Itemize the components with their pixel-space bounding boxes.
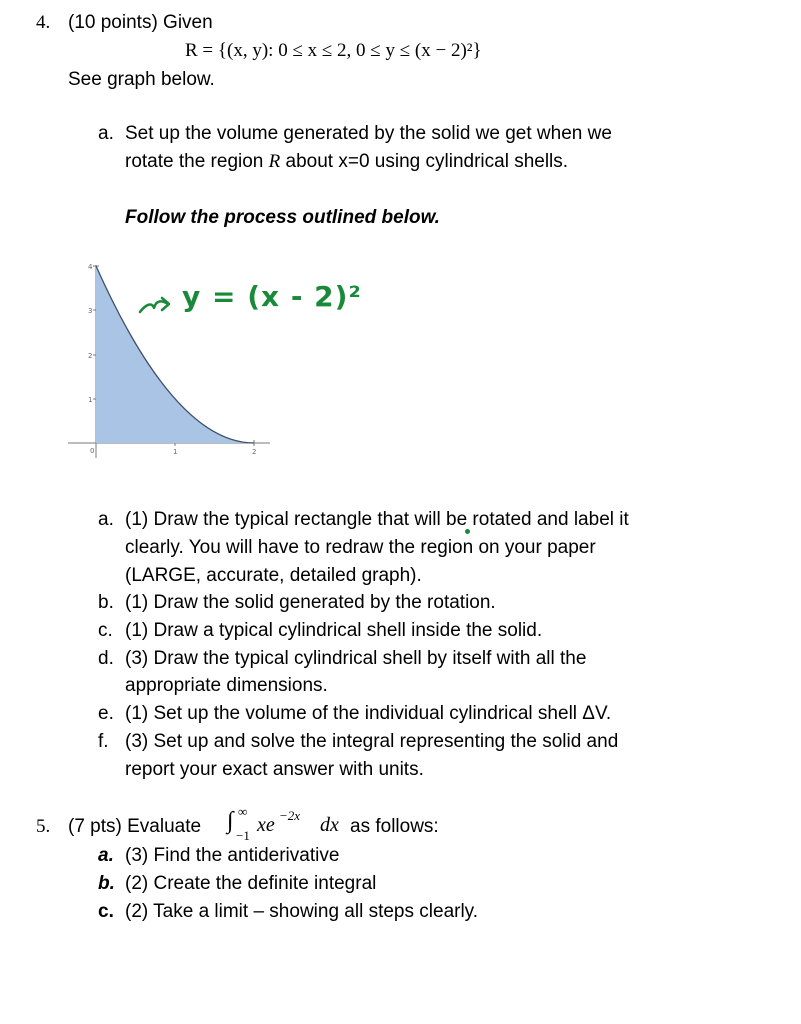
q4-follow-instruction: Follow the process outlined below. [125,207,440,228]
squiggle-arrow-icon [138,292,172,316]
q5-part-b-text: (2) Create the definite integral [125,873,377,894]
q4-see-graph: See graph below. [68,69,215,90]
step-a-letter: a. [98,509,114,530]
q5-part-c-text: (2) Take a limit – showing all steps clearly. [125,901,479,922]
step-a-line3: (LARGE, accurate, detailed graph). [125,565,422,586]
curve-equation-annotation: y = (x - 2)² [182,280,362,313]
step-b-line1: (1) Draw the solid generated by the rotation. [125,592,496,613]
step-f-line1: (3) Set up and solve the integral representing the solid and [125,731,619,752]
step-c-letter: c. [98,620,113,641]
step-f-line2: report your exact answer with units. [125,759,424,780]
y-tick-label-1: 1 [88,396,93,404]
upper-limit: ∞ [238,804,248,819]
y-tick-label-4: 4 [88,263,93,271]
x-tick-label-1: 1 [173,448,178,456]
q4-part-a-line2: rotate the region R about x=0 using cylindrical shells. [125,151,569,172]
q4-part-a-line1: Set up the volume generated by the solid we get when we [125,123,612,144]
y-tick-label-2: 2 [88,352,93,360]
q5-part-c-letter: c. [98,901,114,922]
step-d-line2: appropriate dimensions. [125,675,328,696]
step-c-line1: (1) Draw a typical cylindrical shell inside the solid. [125,620,543,641]
integrand: xe [257,814,275,836]
step-d-line1: (3) Draw the typical cylindrical shell by itself with all the [125,648,587,669]
x-tick-label-2: 2 [252,448,257,456]
y-tick-label-0: 0 [90,447,95,455]
q5-part-a-letter: a. [98,845,114,866]
lower-limit: −1 [236,828,250,843]
q5-as-follows: as follows: [350,816,439,837]
step-e-line1: (1) Set up the volume of the individual cylindrical shell ΔV. [125,703,612,724]
q4-number: 4. [36,12,51,33]
y-tick-label-3: 3 [88,307,93,315]
step-b-letter: b. [98,592,114,613]
dx: dx [320,814,339,836]
q5-number: 5. [36,816,51,837]
q4-header: (10 points) Given [68,12,213,33]
q4-part-a-letter: a. [98,123,114,144]
q5-header: (7 pts) Evaluate [68,816,202,837]
integral-sign: ∫ [227,808,234,834]
q5-part-a-text: (3) Find the antiderivative [125,845,340,866]
step-f-letter: f. [98,731,109,752]
step-d-letter: d. [98,648,114,669]
exponent: −2x [279,808,301,823]
step-a-line1: (1) Draw the typical rectangle that will be rotated and label it [125,509,629,530]
q5-part-b-letter: b. [98,873,115,894]
q5-integral-expression [227,804,357,844]
q4-region-definition: R = {(x, y): 0 ≤ x ≤ 2, 0 ≤ y ≤ (x − 2)²} [185,40,482,61]
step-e-letter: e. [98,703,114,724]
step-a-line2: clearly. You will have to redraw the region on your paper [125,537,596,558]
